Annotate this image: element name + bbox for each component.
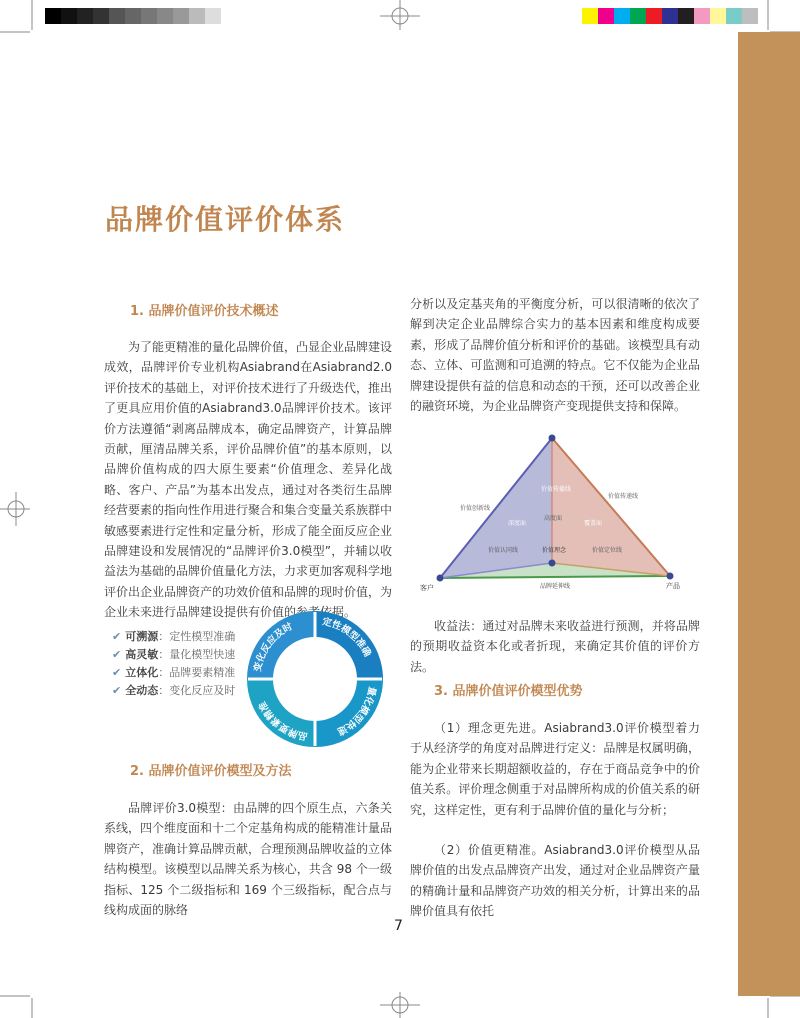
section2-paragraph: 品牌评价3.0模型：由品牌的四个原生点，六条关系线，四个维度面和十二个定基角构成的能精准计量品牌资产，准确计算品牌贡献，合理预测品牌收益的立体结构模型。该模型以品牌关系为核心，共含 98 个一级指标、125 个二级指标和 169 个三级指标，配合点与线构成面的脉络 xyxy=(104,801,393,918)
edge-label-inner-right: 价值定位线 xyxy=(592,547,623,554)
vertex-left xyxy=(437,575,444,582)
page-title: 品牌价值评价体系 xyxy=(105,203,346,236)
feature-item: ✔ 全动态：变化反应及时 xyxy=(112,684,236,697)
feature-item: ✔ 高灵敏：量化模型快速 xyxy=(112,648,236,661)
check-icon: ✔ xyxy=(112,648,122,661)
edge-label-bottom: 品牌延伸线 xyxy=(540,583,571,590)
check-icon: ✔ xyxy=(112,666,122,679)
edge-label-left: 价值创新线 xyxy=(460,505,491,512)
section1-paragraph: 为了能更精准的量化品牌价值，凸显企业品牌建设成效，品牌评价专业机构Asiabrand在Asiabrand2.0评价技术的基础上，对评价技术进行了升级迭代，推出了更具应用价值的Asiabrand3.0品牌评价技术。该评价方法遵循“剥离品牌成本，确定品牌资产，计算品牌贡献，厘清品牌关系，评价品牌价值”的基本原则，以品牌价值构成的四大原生要素“价值理念、差异化战略、客户、产品”为基本出发点，通过对各类衍生品牌经营要素的指向性作用进行聚合和集合变量关系族群中敏感要素进行定性和定量分析，形成了能全面反应企业品牌建设和发展情况的“品牌评价3.0模型”，并辅以收益法为基础的品牌价值量化方法，力求更加客观科学地评价出企业品牌资产的功效价值和品牌的现时价值，为企业未来进行品牌建设提供有价值的参考依据。 xyxy=(104,340,393,620)
section3-heading: 3. 品牌价值评价模型优势 xyxy=(434,684,583,699)
section2-heading: 2. 品牌价值评价模型及方法 xyxy=(130,764,292,779)
section3-point-1: （1）理念更先进。Asiabrand3.0评价模型着力于从经济学的角度对品牌进行定义：品牌是权属明确，能为企业带来长期超额收益的，存在于商品竞争中的价值关系。评价理念侧重于对品牌所构成的价值关系的研究，这样定性，更有利于品牌价值的量化与分析； xyxy=(410,721,700,817)
vertex-label-product: 产品 xyxy=(666,582,680,590)
check-icon: ✔ xyxy=(112,630,122,643)
page-number: 7 xyxy=(394,918,403,934)
decorative-side-bar xyxy=(738,32,800,996)
section1-heading: 1. 品牌价值评价技术概述 xyxy=(130,304,279,319)
edge-label-right: 价值传递线 xyxy=(608,493,639,500)
vertex-center xyxy=(549,560,556,567)
feature-item: ✔ 立体化：品牌要素精准 xyxy=(112,666,236,679)
vertex-label-customer: 客户 xyxy=(420,584,434,592)
edge-label-inner-left: 价值认同线 xyxy=(488,547,519,554)
feature-ring-graphic xyxy=(240,604,390,754)
face-label-left: 深度面 xyxy=(508,520,527,527)
brand-pyramid-diagram xyxy=(420,428,690,594)
edge-label-center-top: 价值传播线 xyxy=(541,486,572,493)
face-label-right: 覆盖面 xyxy=(584,520,603,527)
vertex-right xyxy=(667,573,674,580)
feature-list xyxy=(112,628,235,700)
feature-item: ✔ 可溯源：定性模型准确 xyxy=(112,630,236,643)
ring-label-1: 定性模型准确 xyxy=(321,616,373,659)
ring-label-3: 品牌要素精准 xyxy=(257,699,309,742)
section3-point-2: （2）价值更精准。Asiabrand3.0评价模型从品牌价值的出发点品牌资产出发，通过对企业品牌资产量的精确计量和品牌资产功效的相关分析，计算出来的品牌价值具有依托 xyxy=(410,843,700,919)
vertex-top xyxy=(549,435,556,442)
section2-paragraph-continued: 分析以及定基夹角的平衡度分析，可以很清晰的依次了解到决定企业品牌综合实力的基本因素和维度构成要素，形成了品牌价值分析和评价的基础。该模型具有动态、立体、可监测和可追溯的特点。它不仅能为企业品牌建设提供有益的信息和动态的干预，还可以改善企业的融资环境，为企业品牌资产变现提供支持和保障。 xyxy=(410,297,700,414)
ring-label-4: 变化反应及时 xyxy=(252,621,295,673)
face-label-center: 高度面 xyxy=(544,515,563,522)
ring-label-2: 量化模型快速 xyxy=(335,685,378,737)
check-icon: ✔ xyxy=(112,684,122,697)
edge-label-center-bottom: 价值理念 xyxy=(542,547,567,554)
income-method-paragraph: 收益法：通过对品牌未来收益进行预测，并将品牌的预期收益资本化或者折现，来确定其价值的评价方法。 xyxy=(410,619,700,674)
